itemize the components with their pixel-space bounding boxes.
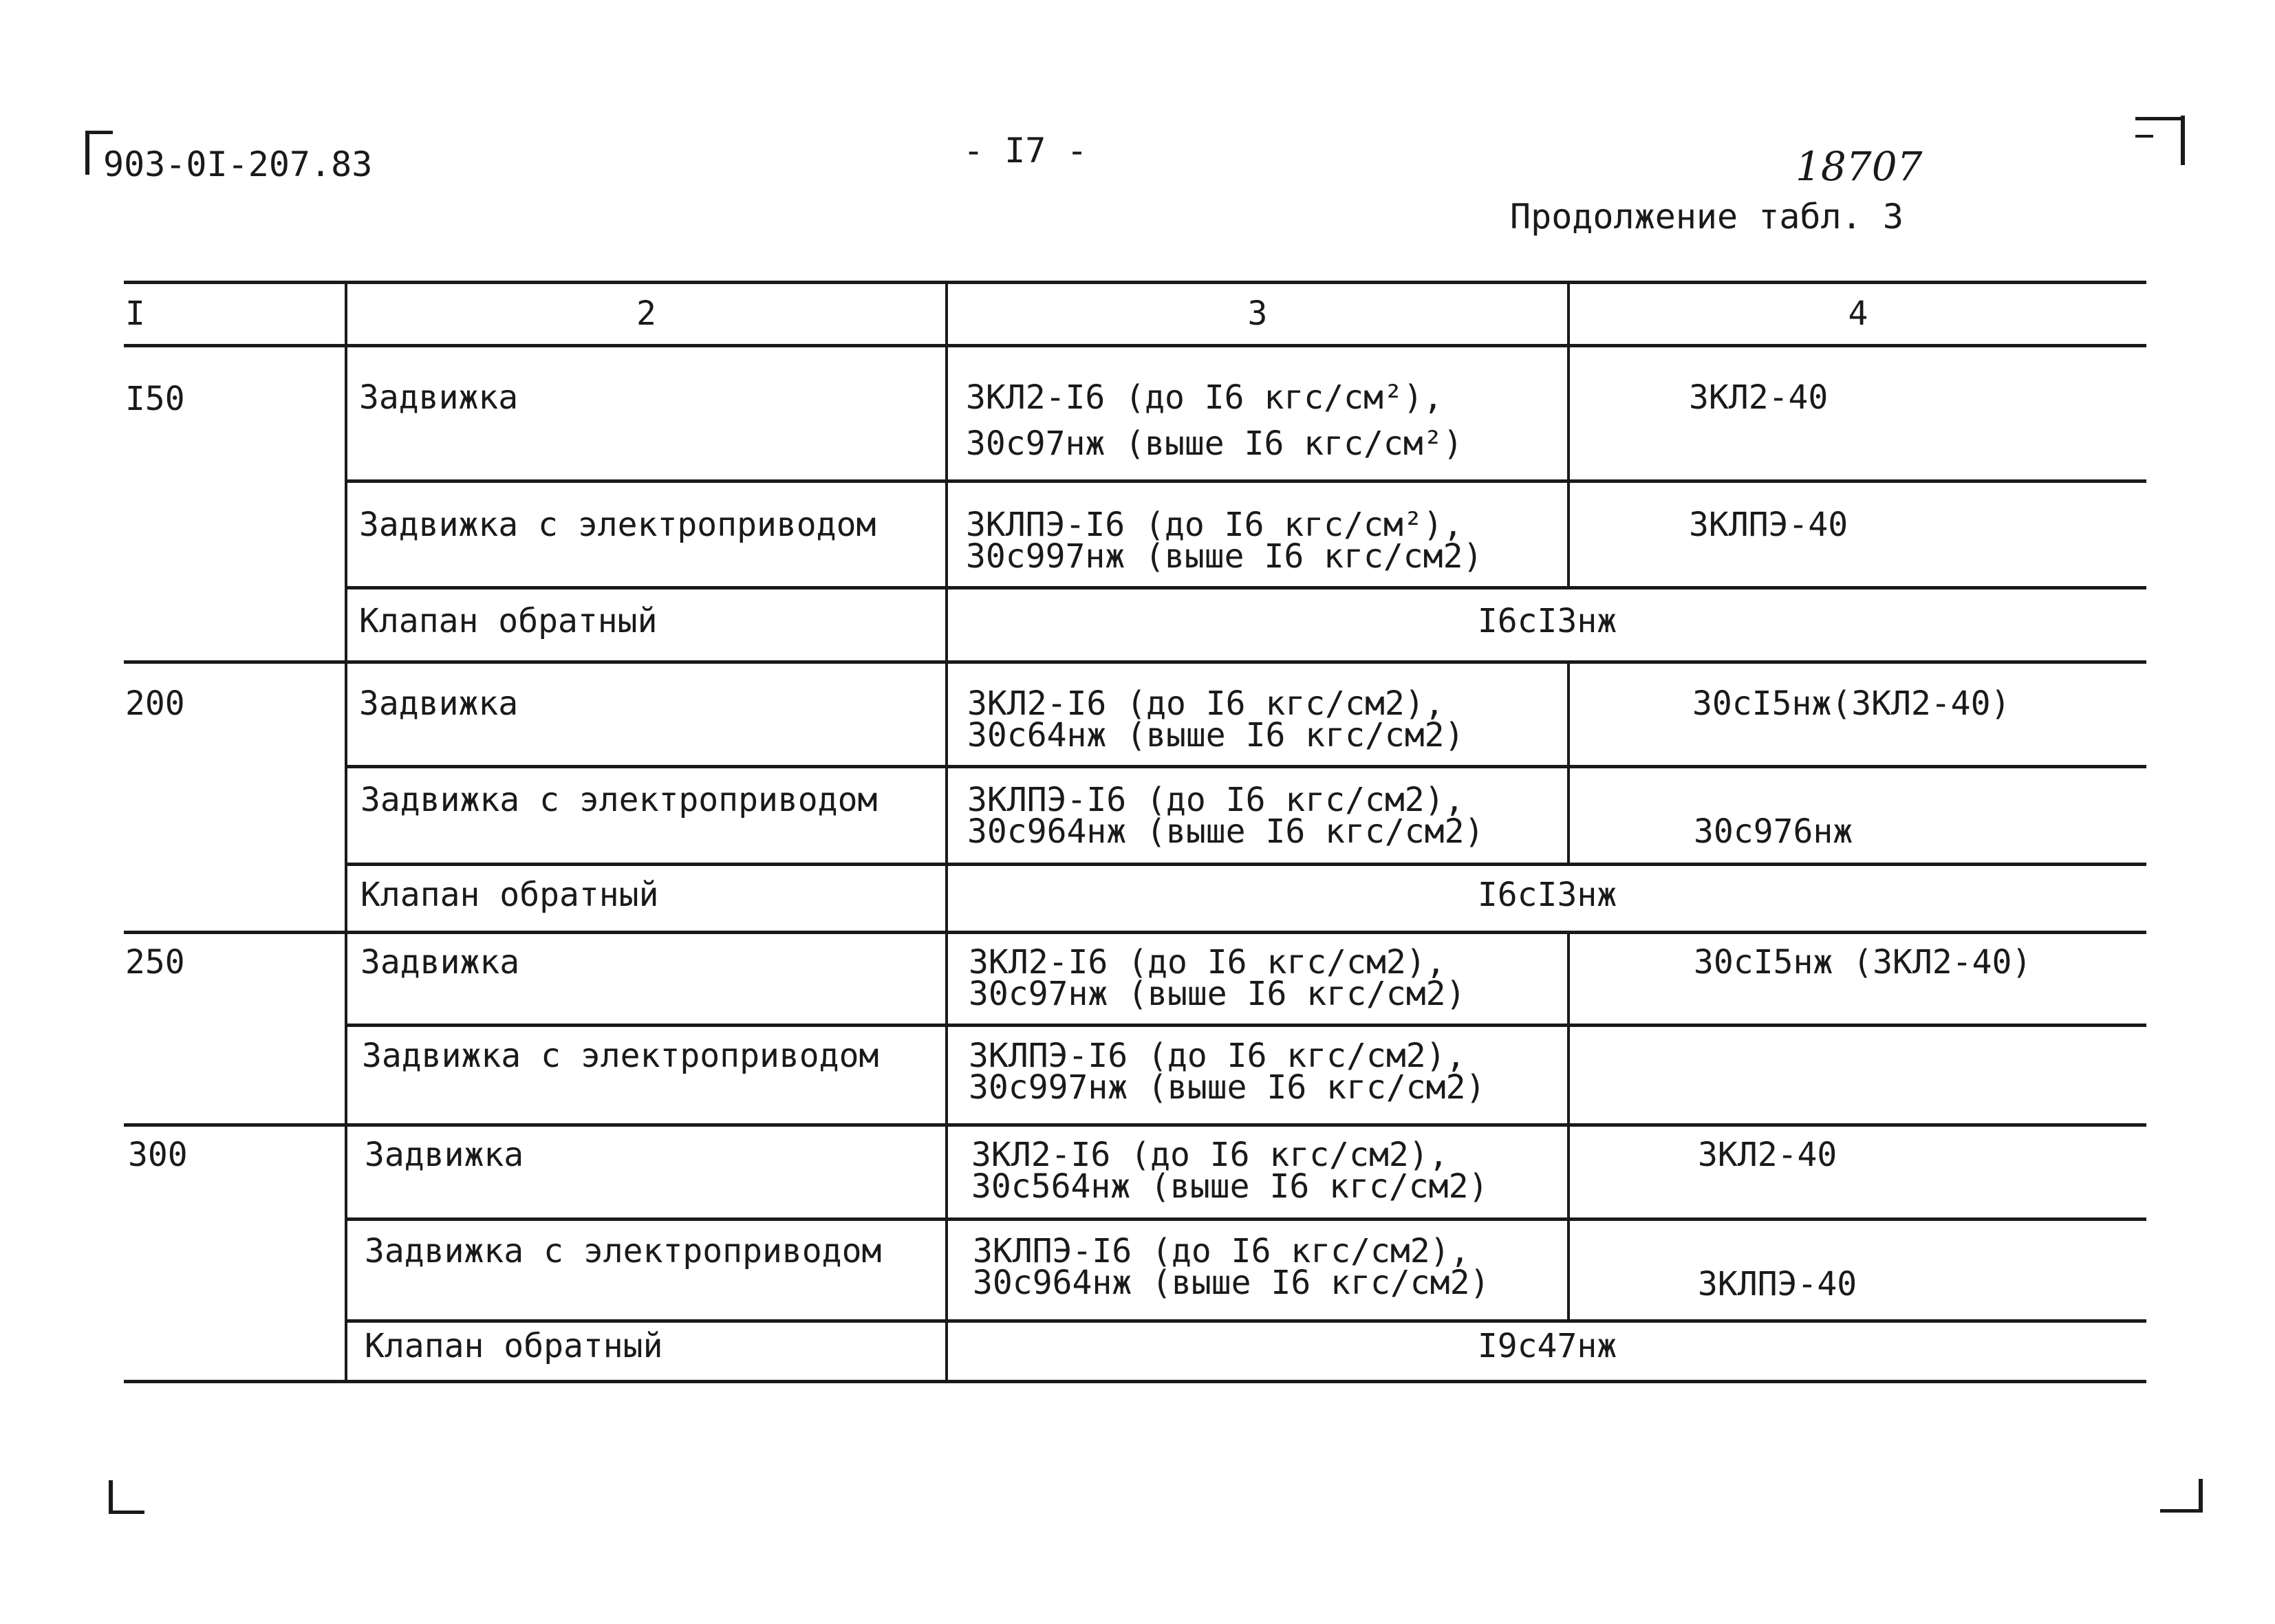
fitting-name: Задвижка xyxy=(359,684,519,723)
page-number: - I7 - xyxy=(963,131,1088,171)
corner-mark-top-left xyxy=(85,131,89,175)
fitting-model-line-1: ЗКЛПЭ-I6 (до I6 кгс/см²), xyxy=(966,506,1463,544)
fitting-model-line-2: 30с97нж (выше I6 кгс/см²) xyxy=(966,424,1463,463)
document-code: 903-0I-207.83 xyxy=(103,144,373,184)
fitting-name: Задвижка xyxy=(365,1136,524,1174)
fitting-name: Задвижка с электроприводом xyxy=(360,781,878,819)
fitting-name: Задвижка xyxy=(359,378,519,417)
fitting-alt-model: ЗКЛ2-40 xyxy=(1689,378,1829,417)
fitting-model-line-1: ЗКЛПЭ-I6 (до I6 кгс/см2), xyxy=(967,781,1465,819)
nominal-diameter: 300 xyxy=(128,1136,188,1174)
fitting-name: Задвижка с электроприводом xyxy=(365,1232,882,1270)
fitting-model-line-1: ЗКЛ2-I6 (до I6 кгс/см2), xyxy=(971,1136,1449,1174)
fitting-merged-model: I6cI3нж xyxy=(1477,876,1617,914)
column-header-4: 4 xyxy=(1848,294,1868,333)
fitting-name: Клапан обратный xyxy=(360,876,659,914)
fitting-alt-model: 30cI5нж(ЗКЛ2-40) xyxy=(1692,684,2011,723)
fitting-model-line-2: 30с97нж (выше I6 кгс/см2) xyxy=(969,975,1466,1013)
nominal-diameter: 250 xyxy=(125,943,185,982)
fitting-model-line-2: 30с964нж (выше I6 кгс/см2) xyxy=(973,1264,1490,1302)
corner-mark-top-right xyxy=(2135,135,2153,138)
fitting-name: Задвижка с электроприводом xyxy=(362,1037,879,1075)
nominal-diameter: 200 xyxy=(125,684,185,723)
fitting-alt-model: ЗКЛ2-40 xyxy=(1698,1136,1837,1174)
fitting-name: Клапан обратный xyxy=(365,1327,663,1365)
corner-mark-bottom-left xyxy=(109,1511,144,1514)
column-header-1: I xyxy=(125,294,145,333)
nominal-diameter: I50 xyxy=(125,380,185,418)
fitting-model-line-1: ЗКЛПЭ-I6 (до I6 кгс/см2), xyxy=(973,1232,1470,1270)
corner-mark-bottom-left xyxy=(109,1480,113,1513)
fitting-name: Клапан обратный xyxy=(359,602,658,640)
fitting-name: Задвижка xyxy=(360,943,520,982)
fitting-alt-model: ЗКЛПЭ-40 xyxy=(1698,1265,1857,1303)
fitting-model-line-2: 30с997нж (выше I6 кгс/см2) xyxy=(969,1068,1486,1107)
column-header-2: 2 xyxy=(636,294,656,333)
fitting-model-line-1: ЗКЛПЭ-I6 (до I6 кгс/см2), xyxy=(969,1037,1466,1075)
sheet-number: 18707 xyxy=(1796,143,1923,190)
fitting-model-line-2: 30с964нж (выше I6 кгс/см2) xyxy=(967,812,1485,851)
fitting-model-line-1: ЗКЛ2-I6 (до I6 кгс/см2), xyxy=(969,943,1446,982)
fitting-name: Задвижка с электроприводом xyxy=(359,506,876,544)
fitting-alt-model: ЗКЛПЭ-40 xyxy=(1689,506,1848,544)
fitting-model-line-2: 30с564нж (выше I6 кгс/см2) xyxy=(971,1167,1489,1206)
corner-mark-bottom-right xyxy=(2199,1479,2203,1512)
corner-mark-top-right xyxy=(2135,117,2185,120)
fitting-merged-model: I6cI3нж xyxy=(1477,602,1617,640)
fitting-model-line-2: 30с64нж (выше I6 кгс/см2) xyxy=(967,716,1465,755)
table-caption: Продолжение табл. 3 xyxy=(1510,197,1904,237)
fitting-model-line-1: ЗКЛ2-I6 (до I6 кгс/см²), xyxy=(966,378,1443,417)
fitting-model-line-2: 30с997нж (выше I6 кгс/см2) xyxy=(966,537,1483,576)
corner-mark-bottom-right xyxy=(2160,1509,2203,1513)
fitting-alt-model: 30с976нж xyxy=(1694,812,1853,851)
fitting-model-line-1: ЗКЛ2-I6 (до I6 кгс/см2), xyxy=(967,684,1445,723)
corner-mark-top-right xyxy=(2181,116,2185,165)
fitting-alt-model: 30cI5нж (ЗКЛ2-40) xyxy=(1694,943,2032,982)
column-header-3: 3 xyxy=(1247,294,1268,333)
corner-mark-top-left xyxy=(85,131,113,134)
fitting-merged-model: I9c47нж xyxy=(1477,1327,1617,1365)
